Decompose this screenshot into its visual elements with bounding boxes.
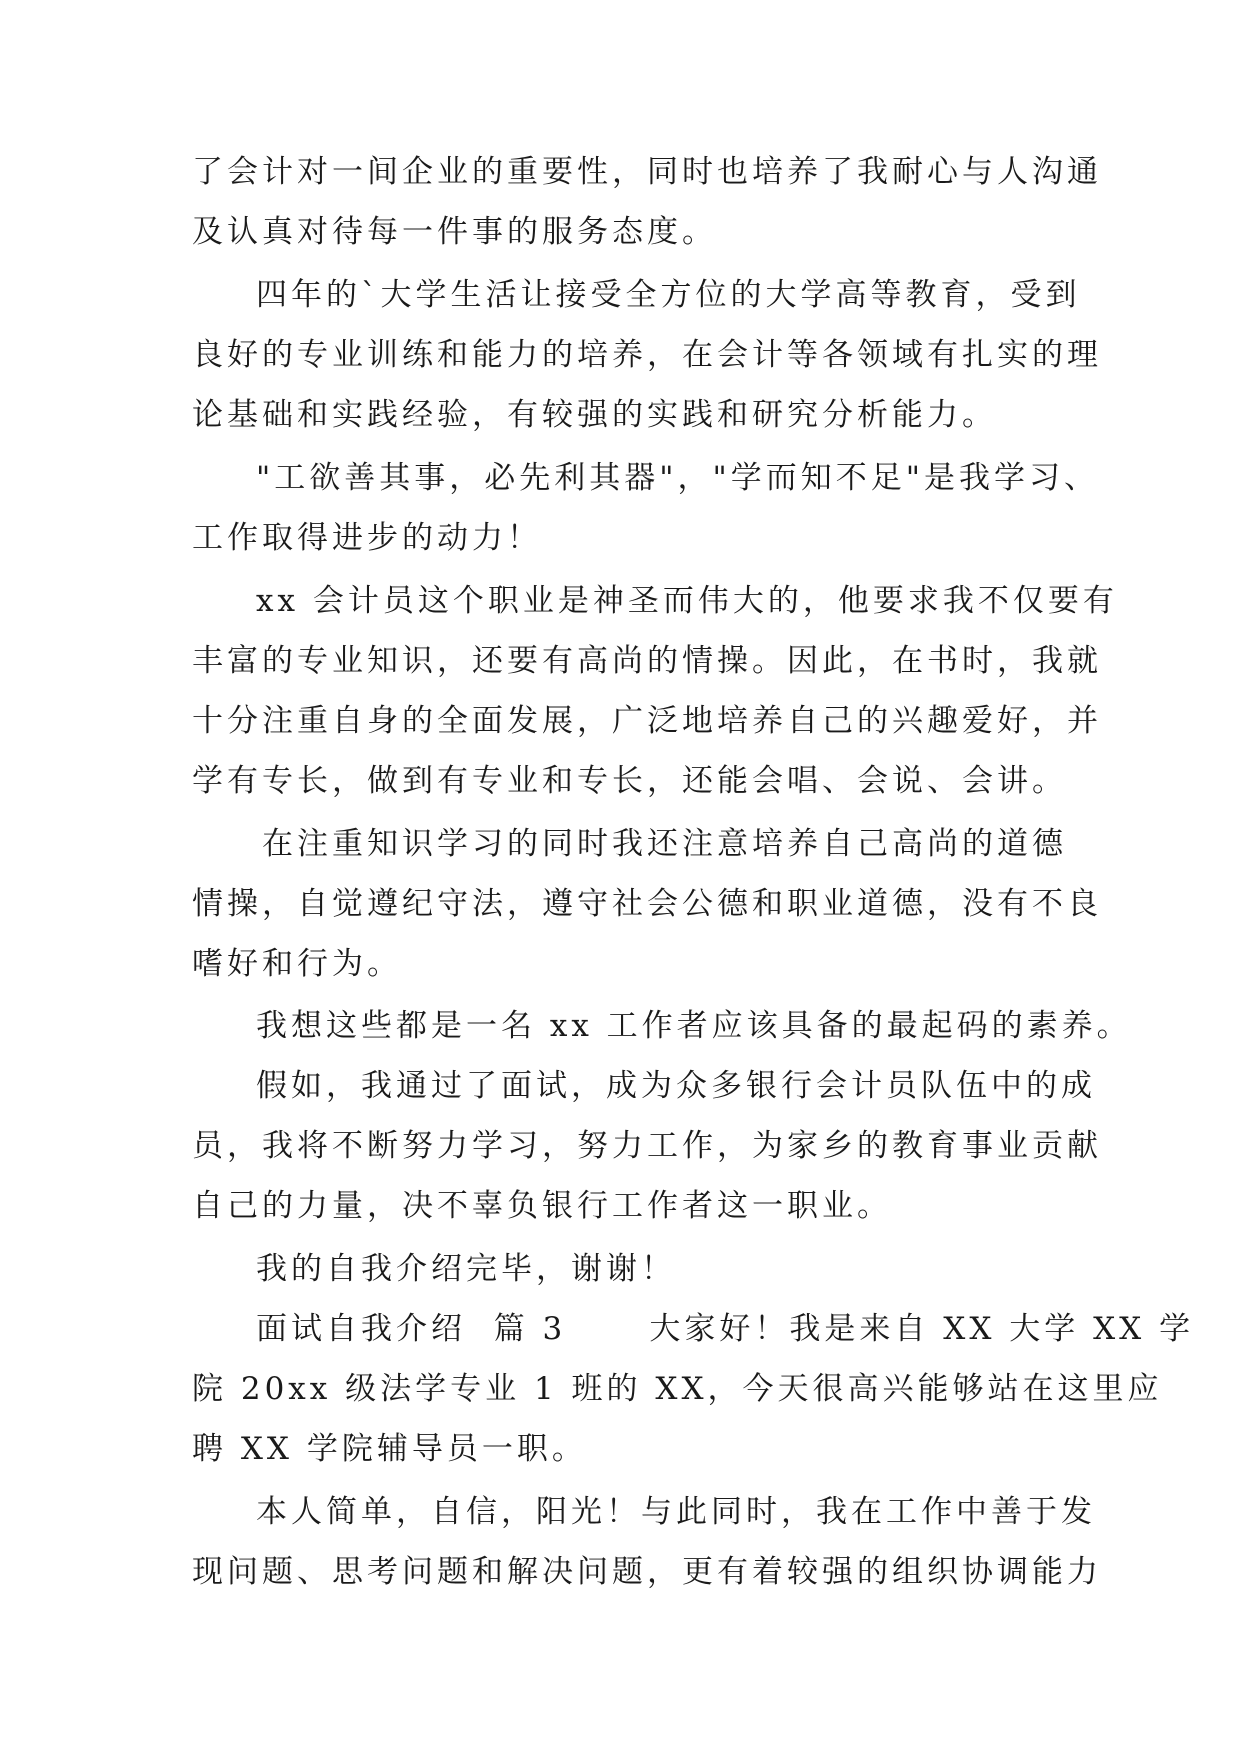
section-heading-line: 面试自我介绍 篇 3 大家好！我是来自 XX 大学 XX 学: [256, 1311, 1195, 1347]
text-line: 自己的力量，决不辜负银行工作者这一职业。: [192, 1188, 892, 1224]
text-line: 丰富的专业知识，还要有高尚的情操。因此，在书时，我就: [192, 643, 1102, 679]
paragraph-first-line: 我的自我介绍完毕，谢谢！: [256, 1251, 676, 1287]
paragraph-first-line: 我想这些都是一名 xx 工作者应该具备的最起码的素养。: [256, 1008, 1132, 1044]
text-line: 院 20xx 级法学专业 1 班的 XX，今天很高兴能够站在这里应: [192, 1371, 1163, 1407]
text-line: 学有专长，做到有专业和专长，还能会唱、会说、会讲。: [192, 763, 1067, 799]
text-line: 十分注重自身的全面发展，广泛地培养自己的兴趣爱好，并: [192, 703, 1102, 739]
text-line: 现问题、思考问题和解决问题，更有着较强的组织协调能力: [192, 1554, 1102, 1590]
text-line: 及认真对待每一件事的服务态度。: [192, 214, 717, 250]
text-line: 论基础和实践经验，有较强的实践和研究分析能力。: [192, 397, 997, 433]
paragraph-first-line: 本人简单，自信，阳光！与此同时，我在工作中善于发: [256, 1494, 1096, 1530]
paragraph-first-line: 假如，我通过了面试，成为众多银行会计员队伍中的成: [256, 1068, 1096, 1104]
paragraph-first-line: 四年的`大学生活让接受全方位的大学高等教育，受到: [256, 277, 1081, 313]
paragraph-first-line: xx 会计员这个职业是神圣而伟大的，他要求我不仅要有: [256, 583, 1118, 619]
text-line: 聘 XX 学院辅导员一职。: [192, 1431, 587, 1467]
text-line: 良好的专业训练和能力的培养，在会计等各领域有扎实的理: [192, 337, 1102, 373]
paragraph-first-line: 在注重知识学习的同时我还注意培养自己高尚的道德: [262, 826, 1067, 862]
text-line: 情操，自觉遵纪守法，遵守社会公德和职业道德，没有不良: [192, 886, 1102, 922]
text-line: 了会计对一间企业的重要性，同时也培养了我耐心与人沟通: [192, 154, 1102, 190]
text-line: 嗜好和行为。: [192, 946, 402, 982]
paragraph-first-line: "工欲善其事，必先利其器"，"学而知不足"是我学习、: [256, 460, 1100, 496]
text-line: 员，我将不断努力学习，努力工作，为家乡的教育事业贡献: [192, 1128, 1102, 1164]
text-line: 工作取得进步的动力！: [192, 520, 542, 556]
